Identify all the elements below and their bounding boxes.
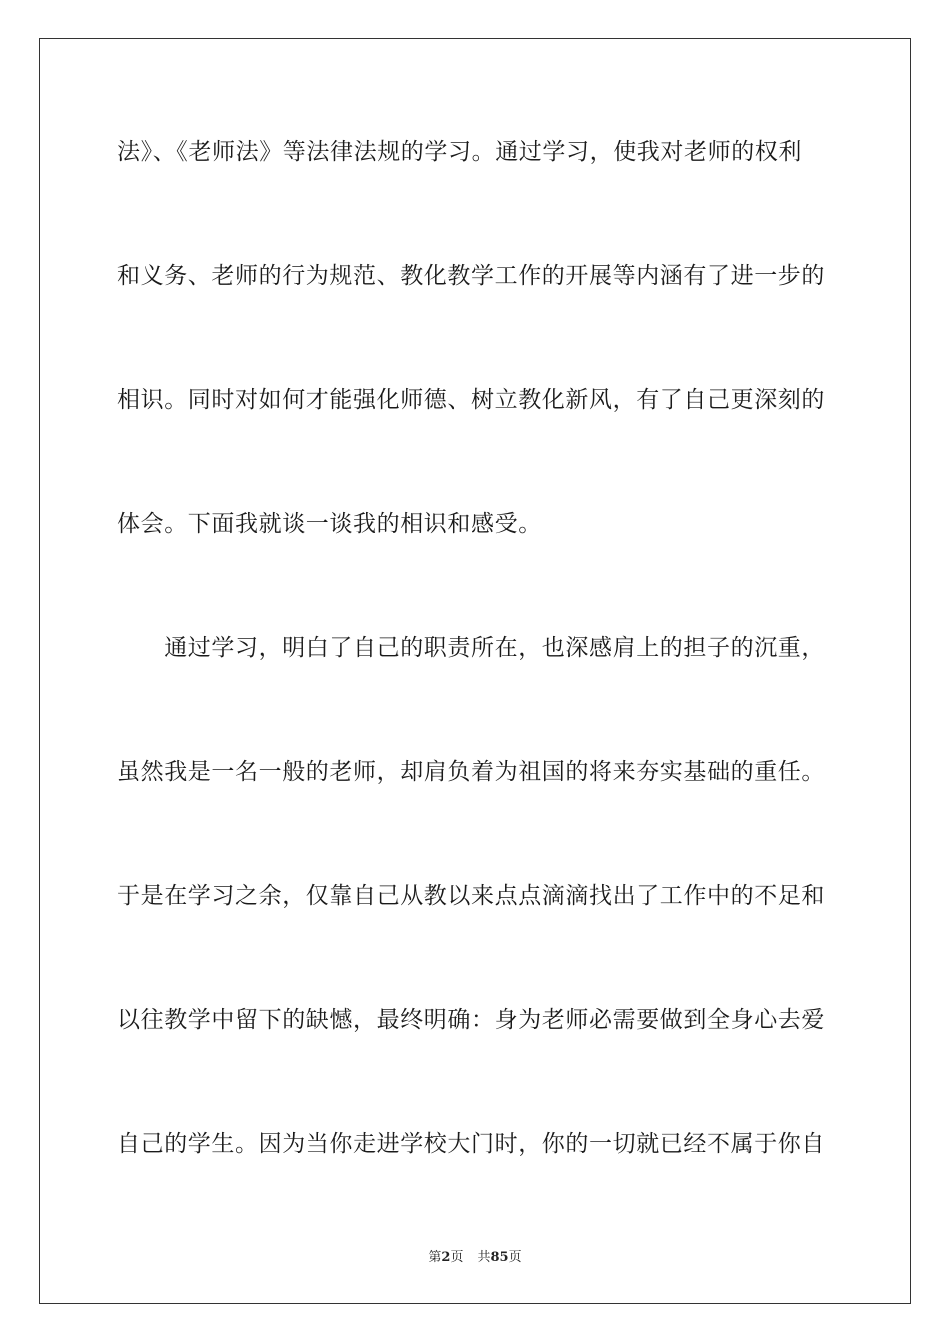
body-text-line-3: 相识。同时对如何才能强化师德、树立教化新风，有了自己更深刻的 bbox=[117, 387, 825, 413]
body-text-line-9: 自己的学生。因为当你走进学校大门时，你的一切就已经不属于你自 bbox=[117, 1131, 825, 1157]
page-suffix: 页 bbox=[450, 1250, 464, 1265]
total-prefix: 共 bbox=[477, 1250, 491, 1265]
body-text-line-1: 法》、《老师法》等法律法规的学习。通过学习，使我对老师的权利 bbox=[117, 139, 802, 165]
page-footer bbox=[0, 1246, 950, 1265]
body-text-line-6: 虽然我是一名一般的老师，却肩负着为祖国的将来夯实基础的重任。 bbox=[117, 759, 825, 785]
page-number: 2 bbox=[441, 1250, 451, 1265]
page-border bbox=[39, 38, 911, 1304]
total-pages: 85 bbox=[490, 1250, 509, 1265]
body-text-line-8: 以往教学中留下的缺憾，最终明确：身为老师必需要做到全身心去爱 bbox=[117, 1007, 825, 1033]
body-text-line-2: 和义务、老师的行为规范、教化教学工作的开展等内涵有了进一步的 bbox=[117, 263, 825, 289]
body-text-line-5: 通过学习，明白了自己的职责所在，也深感肩上的担子的沉重， bbox=[117, 635, 825, 661]
body-text-line-4: 体会。下面我就谈一谈我的相识和感受。 bbox=[117, 511, 542, 537]
body-text-line-7: 于是在学习之余，仅靠自己从教以来点点滴滴找出了工作中的不足和 bbox=[117, 883, 825, 909]
page-prefix: 第 bbox=[428, 1250, 442, 1265]
total-suffix: 页 bbox=[508, 1250, 522, 1265]
